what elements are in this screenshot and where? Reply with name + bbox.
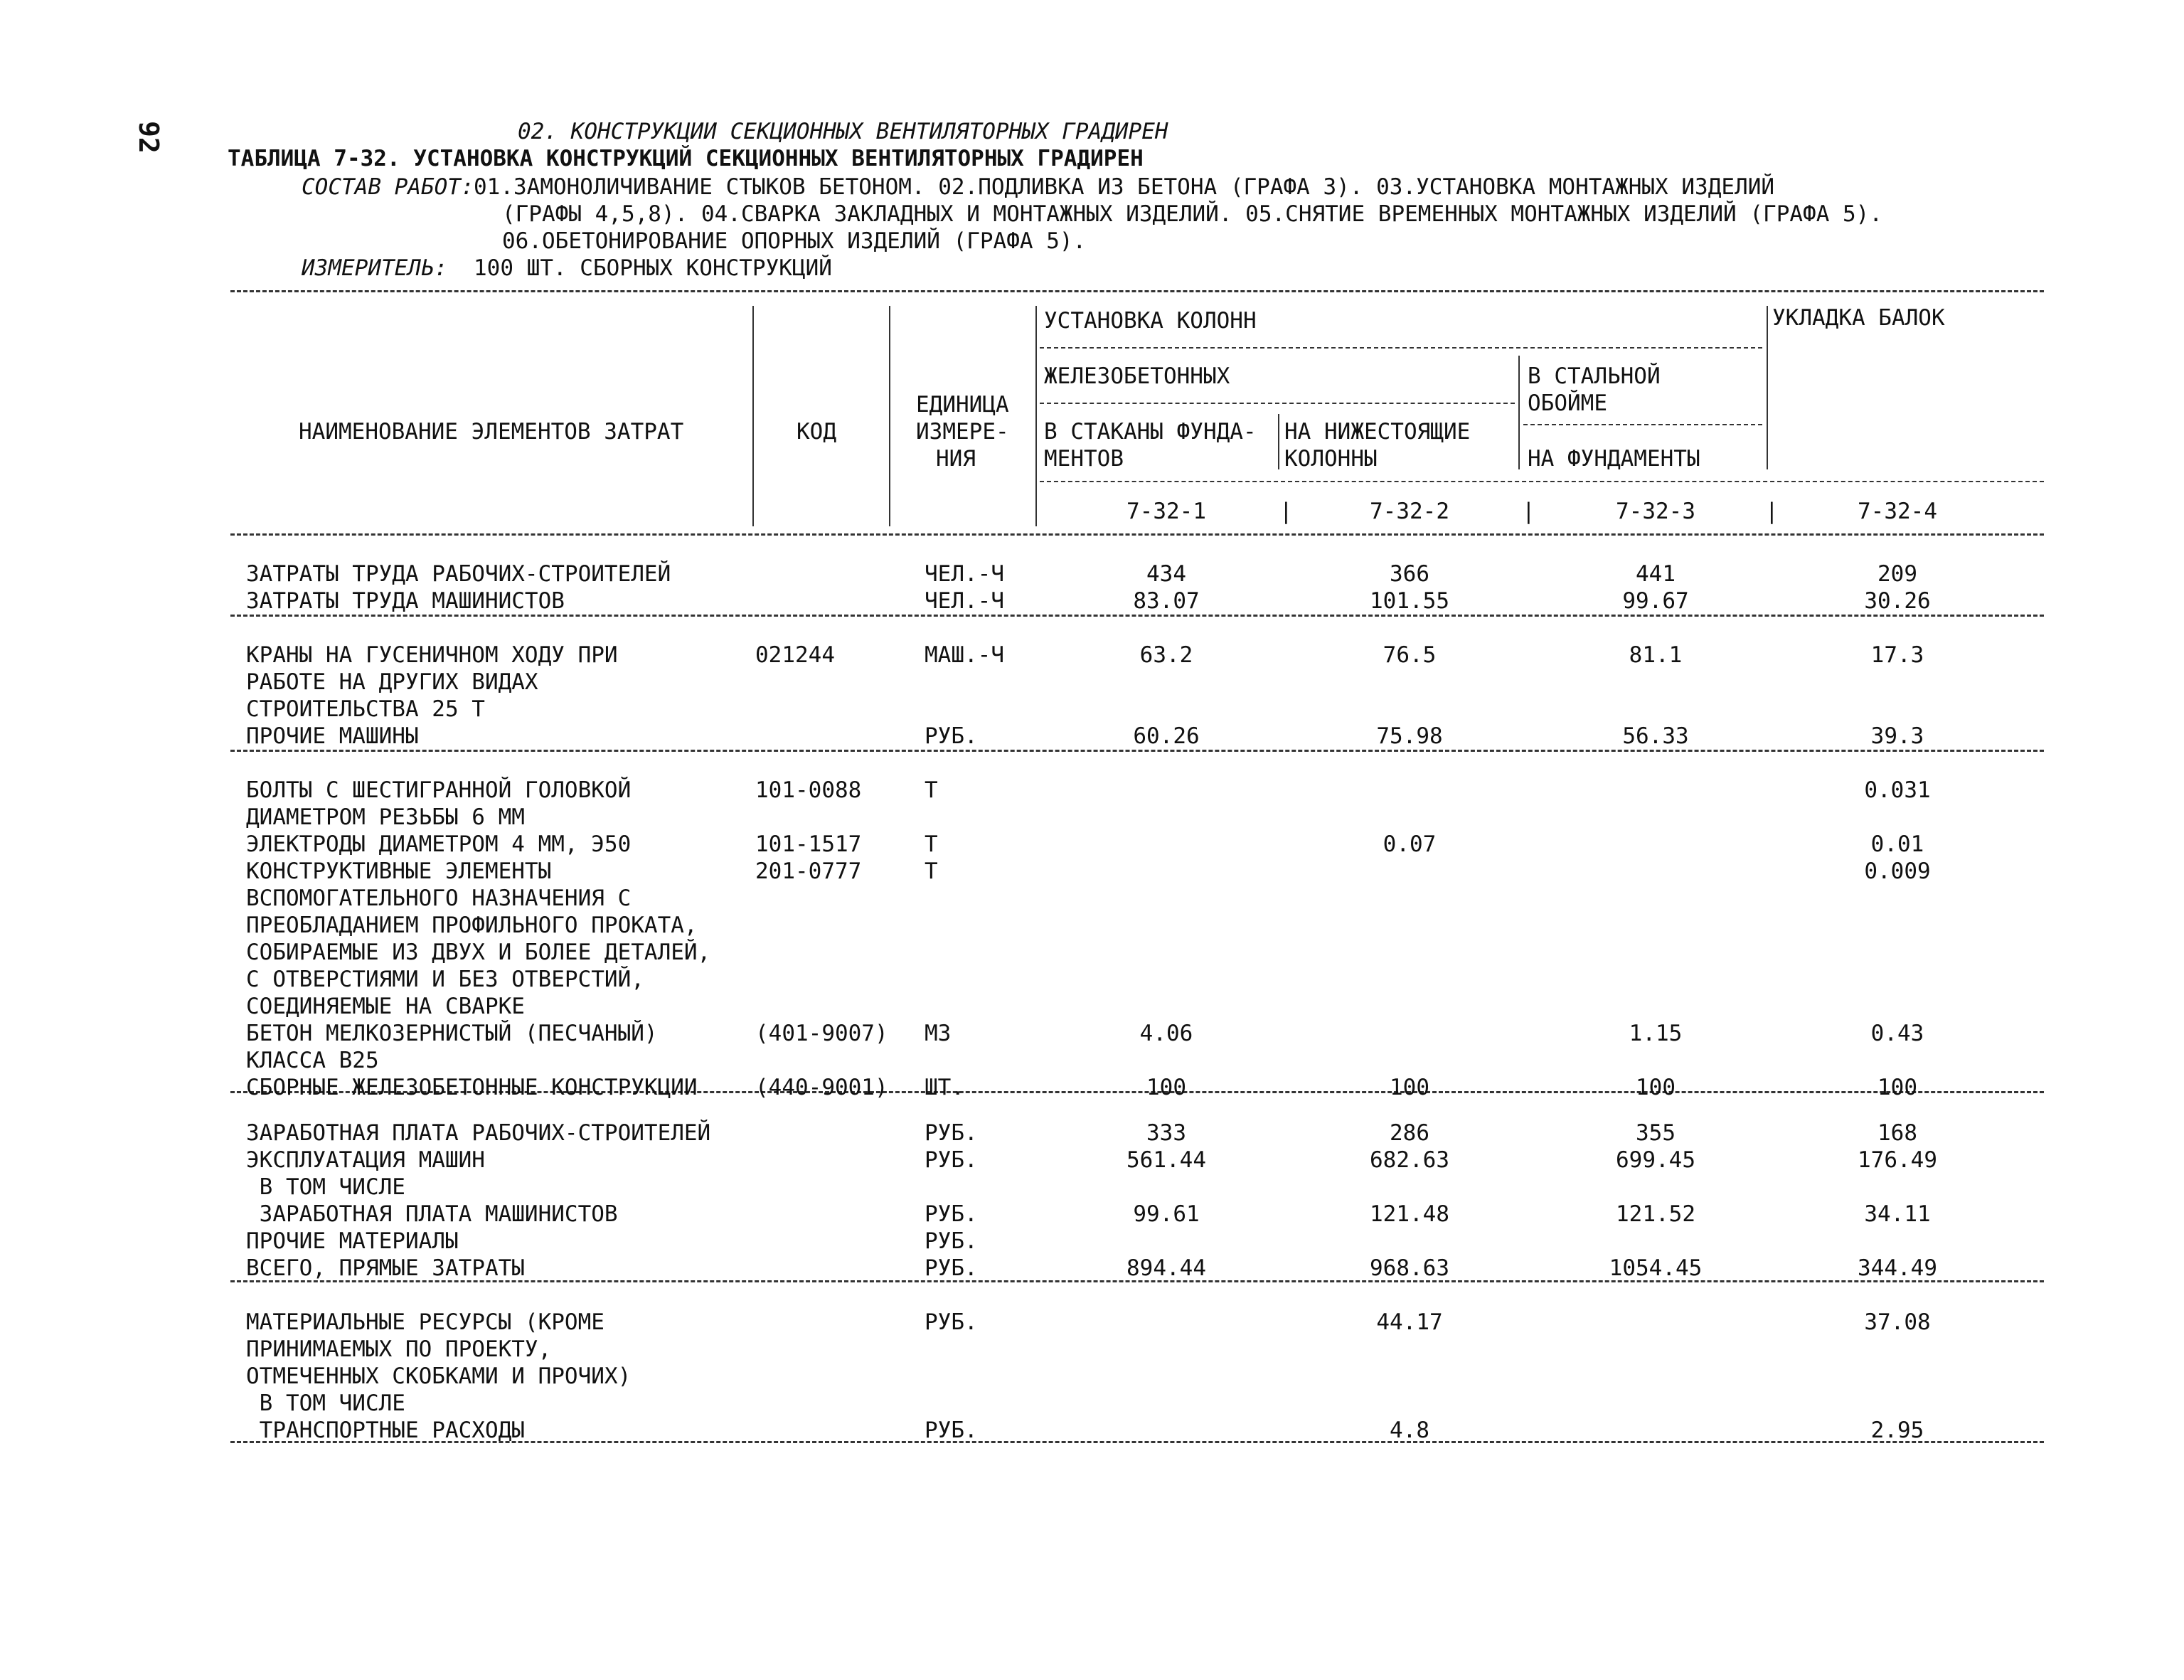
header-col1-line-1: В СТАКАНЫ ФУНДА- — [1044, 419, 1257, 445]
row-value-col-3: 56.33 — [1622, 723, 1689, 749]
header-divider-beams — [1767, 306, 1768, 469]
row-value-col-4: 100 — [1877, 1075, 1917, 1100]
row-unit: РУБ. — [925, 1255, 978, 1281]
row-value-col-4: 39.3 — [1870, 723, 1924, 749]
row-name: ДИАМЕТРОМ РЕЗЬБЫ 6 ММ — [246, 804, 525, 830]
row-unit: ЧЕЛ.-Ч — [925, 561, 1004, 587]
row-value-col-1: 561.44 — [1126, 1147, 1206, 1173]
measure-label: ИЗМЕРИТЕЛЬ: — [302, 255, 448, 281]
row-value-col-2: 0.07 — [1383, 831, 1437, 857]
row-value-col-2: 100 — [1390, 1075, 1429, 1100]
row-name: КЛАССА В25 — [246, 1048, 379, 1073]
row-value-col-2: 286 — [1390, 1120, 1429, 1146]
row-name: ПРИНИМАЕМЫХ ПО ПРОЕКТУ, — [246, 1336, 552, 1362]
row-unit: РУБ. — [925, 1147, 978, 1173]
row-name: ОТМЕЧЕННЫХ СКОБКАМИ И ПРОЧИХ) — [246, 1363, 632, 1389]
row-name: ЗАРАБОТНАЯ ПЛАТА РАБОЧИХ-СТРОИТЕЛЕЙ — [246, 1120, 711, 1146]
row-name: ВСПОМОГАТЕЛЬНОГО НАЗНАЧЕНИЯ С — [246, 886, 632, 911]
row-value-col-4: 34.11 — [1864, 1201, 1931, 1227]
header-code-separator: | — [1279, 499, 1293, 524]
header-col2-line-1: НА НИЖЕСТОЯЩИЕ — [1284, 419, 1471, 445]
header-col3: НА ФУНДАМЕНТЫ — [1528, 446, 1700, 472]
row-value-col-4: 30.26 — [1864, 588, 1931, 614]
row-value-col-3: 99.67 — [1622, 588, 1689, 614]
row-value-col-1: 4.06 — [1139, 1021, 1193, 1046]
work-composition-label: СОСТАВ РАБОТ: — [302, 174, 474, 200]
header-code-7-32-2: 7-32-2 — [1370, 499, 1449, 524]
row-name: СБОРНЫЕ ЖЕЛЕЗОБЕТОННЫЕ КОНСТРУКЦИИ — [246, 1075, 698, 1100]
row-value-col-3: 1.15 — [1629, 1021, 1683, 1046]
row-name: ЭКСПЛУАТАЦИЯ МАШИН — [246, 1147, 485, 1173]
row-unit: Т — [925, 831, 938, 857]
row-code: 021244 — [755, 642, 835, 668]
row-name: ПРЕОБЛАДАНИЕМ ПРОФИЛЬНОГО ПРОКАТА, — [246, 913, 698, 938]
row-value-col-1: 63.2 — [1139, 642, 1193, 668]
row-name: С ОТВЕРСТИЯМИ И БЕЗ ОТВЕРСТИЙ, — [246, 967, 644, 992]
row-name: КОНСТРУКТИВНЫЕ ЭЛЕМЕНТЫ — [246, 858, 552, 884]
section-rule — [230, 750, 2044, 752]
header-rule-codes — [1040, 481, 2044, 482]
row-value-col-4: 37.08 — [1864, 1309, 1931, 1335]
header-code-7-32-3: 7-32-3 — [1616, 499, 1695, 524]
work-composition-line-3: 06.ОБЕТОНИРОВАНИЕ ОПОРНЫХ ИЗДЕЛИЙ (ГРАФА 5). — [502, 228, 1087, 254]
table-top-rule — [230, 290, 2044, 292]
header-code-7-32-1: 7-32-1 — [1126, 499, 1206, 524]
row-unit: РУБ. — [925, 723, 978, 749]
header-name-column: НАИМЕНОВАНИЕ ЭЛЕМЕНТОВ ЗАТРАТ — [299, 419, 684, 445]
row-unit: РУБ. — [925, 1120, 978, 1146]
row-code: 101-0088 — [755, 777, 862, 803]
row-name: СОБИРАЕМЫЕ ИЗ ДВУХ И БОЛЕЕ ДЕТАЛЕЙ, — [246, 940, 711, 965]
row-name: В ТОМ ЧИСЛЕ — [246, 1391, 405, 1416]
row-unit: Т — [925, 858, 938, 884]
section-rule — [230, 615, 2044, 617]
row-name: ЗАРАБОТНАЯ ПЛАТА МАШИНИСТОВ — [246, 1201, 618, 1227]
row-unit: РУБ. — [925, 1418, 978, 1443]
header-unit-line-3: НИЯ — [936, 446, 976, 472]
header-divider-c1 — [1278, 414, 1279, 469]
row-value-col-3: 441 — [1636, 561, 1676, 587]
row-code: 101-1517 — [755, 831, 862, 857]
table-title: ТАБЛИЦА 7-32. УСТАНОВКА КОНСТРУКЦИЙ СЕКЦИОННЫХ ВЕНТИЛЯТОРНЫХ ГРАДИРЕН — [228, 146, 1144, 171]
row-unit: ЧЕЛ.-Ч — [925, 588, 1004, 614]
row-value-col-1: 99.61 — [1133, 1201, 1200, 1227]
row-value-col-3: 121.52 — [1616, 1201, 1695, 1227]
header-rule-rc — [1040, 403, 1515, 404]
row-value-col-3: 355 — [1636, 1120, 1676, 1146]
row-value-col-2: 75.98 — [1376, 723, 1443, 749]
row-unit: РУБ. — [925, 1201, 978, 1227]
work-composition-line-2: (ГРАФЫ 4,5,8). 04.СВАРКА ЗАКЛАДНЫХ И МОНТАЖНЫХ ИЗДЕЛИЙ. 05.СНЯТИЕ ВРЕМЕННЫХ МОНТАЖНЫХ ИЗДЕЛИЙ (ГРАФА 5). — [502, 201, 1883, 227]
row-name: СТРОИТЕЛЬСТВА 25 Т — [246, 696, 485, 722]
header-rule-steel — [1523, 424, 1762, 425]
header-unit-line-1: ЕДИНИЦА — [916, 392, 1009, 418]
row-name: ТРАНСПОРТНЫЕ РАСХОДЫ — [246, 1418, 525, 1443]
row-value-col-4: 17.3 — [1870, 642, 1924, 668]
row-value-col-4: 344.49 — [1858, 1255, 1937, 1281]
row-value-col-4: 176.49 — [1858, 1147, 1937, 1173]
row-value-col-4: 0.009 — [1864, 858, 1931, 884]
header-bottom-rule — [230, 533, 2044, 536]
row-unit: РУБ. — [925, 1309, 978, 1335]
row-name: БОЛТЫ С ШЕСТИГРАННОЙ ГОЛОВКОЙ — [246, 777, 632, 803]
header-sub-steel-line-2: ОБОЙМЕ — [1528, 390, 1607, 416]
row-value-col-3: 81.1 — [1629, 642, 1683, 668]
row-value-col-2: 44.17 — [1376, 1309, 1443, 1335]
row-value-col-3: 100 — [1636, 1075, 1676, 1100]
header-code-7-32-4: 7-32-4 — [1858, 499, 1937, 524]
header-code-column: КОД — [797, 419, 836, 445]
row-name: В ТОМ ЧИСЛЕ — [246, 1174, 405, 1200]
row-unit: Т — [925, 777, 938, 803]
section-title: 02. КОНСТРУКЦИИ СЕКЦИОННЫХ ВЕНТИЛЯТОРНЫХ ГРАДИРЕН — [518, 119, 1168, 144]
header-code-separator: | — [1522, 499, 1535, 524]
page-number: 92 — [133, 121, 164, 154]
row-name: ПРОЧИЕ МАШИНЫ — [246, 723, 419, 749]
row-unit: ШТ. — [925, 1075, 964, 1100]
row-value-col-1: 434 — [1146, 561, 1186, 587]
row-value-col-1: 894.44 — [1126, 1255, 1206, 1281]
row-code: 201-0777 — [755, 858, 862, 884]
header-sub-reinforced-concrete: ЖЕЛЕЗОБЕТОННЫХ — [1044, 363, 1230, 389]
row-value-col-2: 366 — [1390, 561, 1429, 587]
header-divider-steel — [1518, 356, 1520, 469]
header-group-beams: УКЛАДКА БАЛОК — [1772, 305, 1945, 331]
row-value-col-4: 209 — [1877, 561, 1917, 587]
row-name: ЗАТРАТЫ ТРУДА РАБОЧИХ-СТРОИТЕЛЕЙ — [246, 561, 671, 587]
row-value-col-1: 60.26 — [1133, 723, 1200, 749]
row-value-col-1: 83.07 — [1133, 588, 1200, 614]
row-name: ПРОЧИЕ МАТЕРИАЛЫ — [246, 1228, 459, 1254]
row-name: КРАНЫ НА ГУСЕНИЧНОМ ХОДУ ПРИ — [246, 642, 618, 668]
row-unit: МАШ.-Ч — [925, 642, 1004, 668]
header-rule-group — [1040, 347, 1762, 349]
header-col1-line-2: МЕНТОВ — [1044, 446, 1124, 472]
header-divider-unit — [1035, 306, 1037, 526]
row-value-col-2: 121.48 — [1370, 1201, 1449, 1227]
row-name: БЕТОН МЕЛКОЗЕРНИСТЫЙ (ПЕСЧАНЫЙ) — [246, 1021, 658, 1046]
row-value-col-2: 4.8 — [1390, 1418, 1429, 1443]
row-value-col-3: 699.45 — [1616, 1147, 1695, 1173]
row-name: МАТЕРИАЛЬНЫЕ РЕСУРСЫ (КРОМЕ — [246, 1309, 604, 1335]
row-name: ВСЕГО, ПРЯМЫЕ ЗАТРАТЫ — [246, 1255, 525, 1281]
work-composition-line-1: 01.ЗАМОНОЛИЧИВАНИЕ СТЫКОВ БЕТОНОМ. 02.ПОДЛИВКА ИЗ БЕТОНА (ГРАФА 3). 03.УСТАНОВКА МОНТАЖНЫХ ИЗДЕЛИЙ — [474, 174, 1775, 200]
row-value-col-4: 168 — [1877, 1120, 1917, 1146]
header-divider-name — [752, 306, 754, 526]
row-value-col-2: 76.5 — [1383, 642, 1437, 668]
row-value-col-2: 682.63 — [1370, 1147, 1449, 1173]
row-value-col-1: 100 — [1146, 1075, 1186, 1100]
header-divider-code — [889, 306, 890, 526]
row-name: РАБОТЕ НА ДРУГИХ ВИДАХ — [246, 669, 538, 695]
measure-value: 100 ШТ. СБОРНЫХ КОНСТРУКЦИЙ — [474, 255, 832, 281]
row-value-col-1: 333 — [1146, 1120, 1186, 1146]
row-value-col-4: 0.01 — [1870, 831, 1924, 857]
row-value-col-4: 2.95 — [1870, 1418, 1924, 1443]
row-name: ЭЛЕКТРОДЫ ДИАМЕТРОМ 4 ММ, Э50 — [246, 831, 632, 857]
header-code-separator: | — [1765, 499, 1779, 524]
row-code: (440-9001) — [755, 1075, 888, 1100]
row-unit: М3 — [925, 1021, 952, 1046]
row-value-col-4: 0.031 — [1864, 777, 1931, 803]
row-name: ЗАТРАТЫ ТРУДА МАШИНИСТОВ — [246, 588, 565, 614]
row-value-col-2: 968.63 — [1370, 1255, 1449, 1281]
header-col2-line-2: КОЛОННЫ — [1284, 446, 1378, 472]
row-unit: РУБ. — [925, 1228, 978, 1254]
row-value-col-2: 101.55 — [1370, 588, 1449, 614]
row-value-col-3: 1054.45 — [1609, 1255, 1703, 1281]
header-sub-steel-line-1: В СТАЛЬНОЙ — [1528, 363, 1661, 389]
row-value-col-4: 0.43 — [1870, 1021, 1924, 1046]
row-code: (401-9007) — [755, 1021, 888, 1046]
header-unit-line-2: ИЗМЕРЕ- — [916, 419, 1009, 445]
row-name: СОЕДИНЯЕМЫЕ НА СВАРКЕ — [246, 994, 525, 1019]
header-group-columns: УСТАНОВКА КОЛОНН — [1044, 308, 1257, 334]
